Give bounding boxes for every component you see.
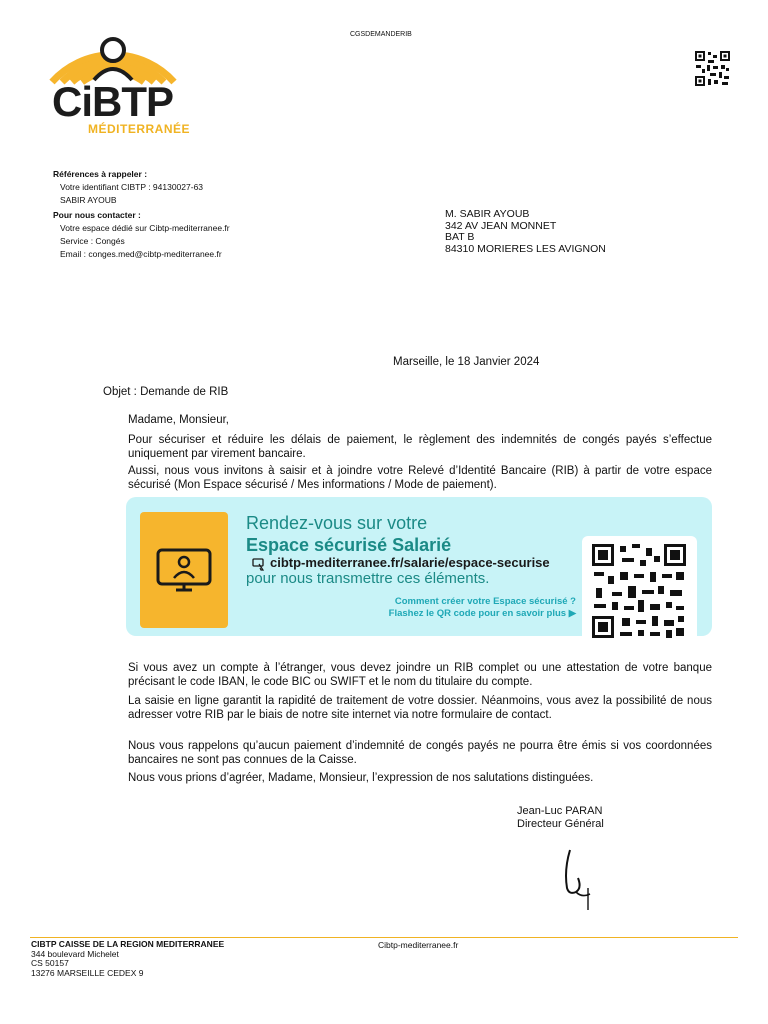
objet-line: Objet : Demande de RIB <box>103 386 229 398</box>
signatory-role: Directeur Général <box>517 818 604 830</box>
banner-help-line1: Comment créer votre Espace sécurisé ? <box>394 596 576 607</box>
pointer-icon <box>252 557 266 571</box>
signatory-name: Jean-Luc PARAN <box>517 805 603 817</box>
recipient-line4: 84310 MORIERES LES AVIGNON <box>445 242 606 255</box>
banner-icon-panel <box>140 512 228 628</box>
banner-title-line2: Espace sécurisé Salarié <box>246 535 452 555</box>
references-title: Références à rappeler : <box>53 169 148 179</box>
banner-help-line2: Flashez le QR code pour en savoir plus ▶ <box>388 608 576 619</box>
cibtp-logo <box>28 28 240 146</box>
references-block <box>53 168 230 261</box>
paragraph-2: Aussi, nous vous invitons à saisir et à joindre votre Relevé d’Identité Bancaire (RIB) à partir de votre espace sécurisé (Mon Espace sécurisé / Mes informations / Mode de paiement). <box>128 465 712 491</box>
footer-addr2: CS 50157 <box>31 958 69 968</box>
qr-code-icon <box>694 50 731 87</box>
banner-qr-code-icon <box>582 536 697 646</box>
footer-site[interactable]: Cibtp-mediterranee.fr <box>378 940 459 950</box>
references-identifiant: Votre identifiant CIBTP : 94130027-63 <box>60 182 204 192</box>
signature-block <box>517 805 604 831</box>
contact-espace: Votre espace dédié sur Cibtp-mediterranee.fr <box>60 223 230 233</box>
references-name: SABIR AYOUB <box>60 195 117 205</box>
banner-url-link[interactable]: cibtp-mediterranee.fr/salarie/espace-securise <box>270 555 550 570</box>
document-code: CGSDEMANDERIB <box>350 31 412 38</box>
recipient-address <box>445 209 606 255</box>
footer-address <box>31 940 224 978</box>
footer-addr1: 344 boulevard Michelet <box>31 948 119 959</box>
recipient-line1: M. SABIR AYOUB <box>445 208 530 220</box>
recipient-line3: BAT B <box>445 231 475 243</box>
recipient-line2: 342 AV JEAN MONNET <box>445 219 557 232</box>
paragraph-1: Pour sécuriser et réduire les délais de paiement, le règlement des indemnités de congés payés s’effectue uniquement par virement bancaire. <box>128 434 712 460</box>
banner-title-line1: Rendez-vous sur votre <box>246 513 428 533</box>
footer-org: CIBTP CAISSE DE LA REGION MEDITERRANEE <box>31 939 225 949</box>
banner-qr-panel <box>582 536 697 646</box>
signature-icon <box>548 840 608 915</box>
paragraph-4: La saisie en ligne garantit la rapidité de traitement de votre dossier. Néanmoins, vous avez la possibilité de nous adresser votre RIB par le biais de notre site internet via notre formulaire de contact. <box>128 695 712 721</box>
paragraph-5: Nous vous rappelons qu’aucun paiement d’indemnité de congés payés ne pourra être émis si vos coordonnées bancaires ne sont pas connues de la Caisse. <box>128 740 712 766</box>
footer-addr3: 13276 MARSEILLE CEDEX 9 <box>31 967 144 978</box>
date-line: Marseille, le 18 Janvier 2024 <box>393 356 540 368</box>
paragraph-3: Si vous avez un compte à l’étranger, vous devez joindre un RIB complet ou une attestation de votre banque précisant le code IBAN, le code BIC ou SWIFT et le nom du titulaire du compte. <box>128 662 712 688</box>
logo-region: MÉDITERRANÉE <box>88 122 191 136</box>
logo-brand: CiBTP <box>52 78 173 125</box>
paragraph-6: Nous vous prions d’agréer, Madame, Monsieur, l’expression de nos salutations distinguées. <box>128 772 594 784</box>
contact-email: Email : conges.med@cibtp-mediterranee.fr <box>60 249 222 259</box>
footer-divider <box>30 937 738 938</box>
banner-subtitle: pour nous transmettre ces éléments. <box>246 570 490 587</box>
contact-service: Service : Congés <box>60 236 125 246</box>
computer-user-icon <box>140 512 228 628</box>
salutation: Madame, Monsieur, <box>128 414 229 426</box>
contact-title: Pour nous contacter : <box>53 210 141 220</box>
